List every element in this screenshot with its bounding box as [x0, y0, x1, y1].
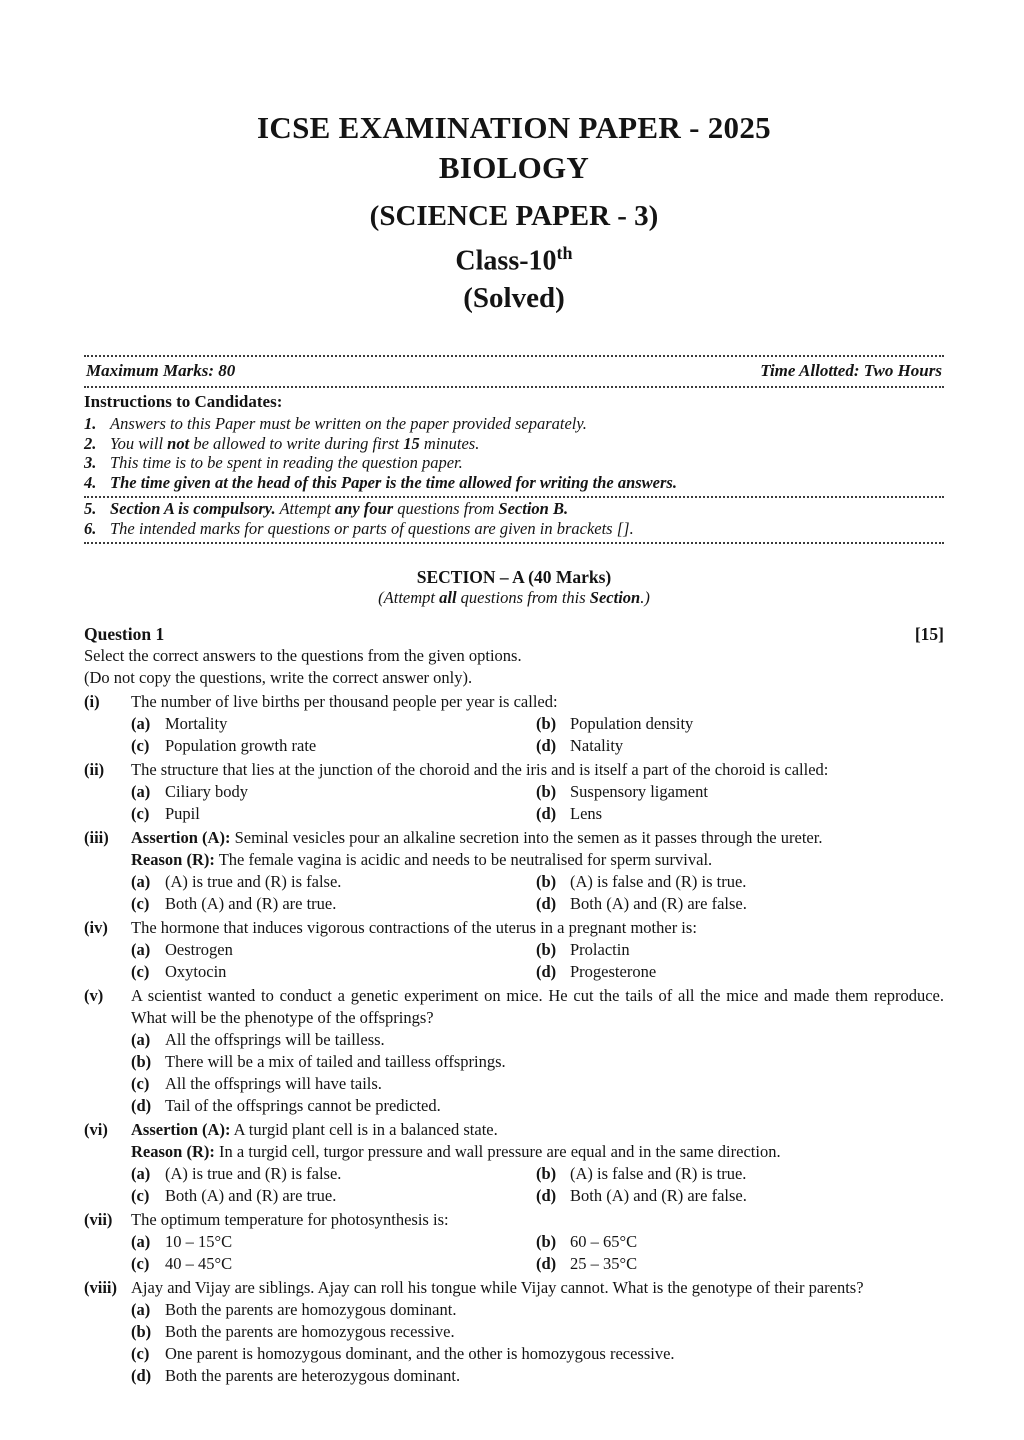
- option-text: Mortality: [165, 714, 228, 734]
- question-text: [131, 849, 944, 871]
- option-label: (a): [131, 782, 151, 802]
- option-text: Suspensory ligament: [570, 782, 708, 802]
- option-label: (c): [131, 1074, 150, 1094]
- question-item: [84, 985, 944, 1117]
- question-text: [131, 759, 944, 781]
- option-item: [536, 1253, 944, 1275]
- option-label: (b): [536, 872, 557, 892]
- option-item: [131, 1343, 944, 1365]
- text-segment: 15: [403, 433, 420, 453]
- option-text: Tail of the offsprings cannot be predicted.: [165, 1096, 441, 1116]
- option-label: (a): [131, 1232, 151, 1252]
- option-text: (A) is true and (R) is false.: [165, 872, 342, 892]
- option-text: Both the parents are homozygous dominant.: [165, 1300, 457, 1320]
- option-item: [536, 1163, 944, 1185]
- question-item: [84, 1277, 944, 1387]
- instruction-number: 3.: [84, 453, 97, 473]
- option-text: Ciliary body: [165, 782, 248, 802]
- options-group: [131, 939, 944, 983]
- text-segment: Reason (R):: [131, 1142, 215, 1162]
- option-item: [131, 1029, 944, 1051]
- text-segment: not: [167, 433, 190, 453]
- instruction-item: [84, 414, 944, 434]
- option-label: (a): [131, 1030, 151, 1050]
- option-text: 25 – 35°C: [570, 1254, 638, 1274]
- instruction-text: [110, 434, 944, 454]
- option-text: Both (A) and (R) are false.: [570, 1186, 747, 1206]
- options-group: [131, 713, 944, 757]
- question-text: [131, 827, 944, 849]
- question-1-header: [84, 623, 944, 645]
- option-text: All the offsprings will be tailless.: [165, 1030, 385, 1050]
- question-item: [84, 691, 944, 757]
- option-item: [131, 1163, 536, 1185]
- text-segment: Attempt: [275, 499, 335, 519]
- instructions-group-2: [84, 498, 944, 542]
- text-segment: Section: [589, 588, 641, 608]
- question-number: (v): [84, 986, 104, 1006]
- options-group: [131, 781, 944, 825]
- option-label: (b): [536, 714, 557, 734]
- text-segment: The number of live births per thousand people per year is called:: [131, 692, 558, 712]
- text-segment: The optimum temperature for photosynthesis is:: [131, 1210, 449, 1230]
- question-number: (iii): [84, 828, 109, 848]
- question-number: (viii): [84, 1278, 117, 1298]
- instruction-item: [84, 453, 944, 473]
- option-label: (d): [536, 736, 557, 756]
- question-number: (vii): [84, 1210, 113, 1230]
- option-label: (d): [536, 804, 557, 824]
- option-label: (c): [131, 1344, 150, 1364]
- option-text: 60 – 65°C: [570, 1232, 638, 1252]
- option-label: (c): [131, 1254, 150, 1274]
- option-label: (b): [131, 1322, 152, 1342]
- option-label: (a): [131, 1164, 151, 1184]
- option-item: [131, 1231, 536, 1253]
- text-segment: This time is to be spent in reading the question paper.: [110, 453, 463, 473]
- instruction-number: 2.: [84, 433, 97, 453]
- option-label: (a): [131, 872, 151, 892]
- instructions-group-1: [84, 413, 944, 496]
- text-segment: The time given at the head of this Paper is the time allowed for writing the answers.: [110, 472, 677, 492]
- instruction-text: [110, 453, 944, 473]
- class-title-ordinal: th: [556, 243, 573, 263]
- question-item: [84, 1209, 944, 1275]
- option-text: Oestrogen: [165, 940, 233, 960]
- instruction-text: [110, 499, 944, 519]
- instruction-item: [84, 473, 944, 493]
- option-label: (c): [131, 1186, 150, 1206]
- text-segment: (Attempt: [378, 588, 440, 608]
- option-item: [131, 1321, 944, 1343]
- text-segment: Seminal vesicles pour an alkaline secretion into the semen as it passes through the ureter.: [230, 828, 823, 848]
- option-item: [536, 893, 944, 915]
- question-number: (ii): [84, 760, 105, 780]
- instructions-heading: Instructions to Candidates:: [84, 392, 283, 412]
- option-item: [536, 803, 944, 825]
- text-segment: A turgid plant cell is in a balanced state.: [230, 1120, 498, 1140]
- option-item: [131, 939, 536, 961]
- option-text: (A) is true and (R) is false.: [165, 1164, 342, 1184]
- option-label: (b): [536, 1232, 557, 1252]
- text-segment: any four: [334, 499, 394, 519]
- option-item: [131, 735, 536, 757]
- text-segment: The hormone that induces vigorous contractions of the uterus in a pregnant mother is:: [131, 918, 697, 938]
- option-text: Both (A) and (R) are true.: [165, 1186, 337, 1206]
- paper-title: (SCIENCE PAPER - 3): [369, 200, 659, 232]
- question-1-marks: [15]: [914, 624, 944, 645]
- option-label: (a): [131, 1300, 151, 1320]
- option-label: (b): [536, 940, 557, 960]
- options-group: [131, 1231, 944, 1275]
- option-label: (b): [536, 782, 557, 802]
- option-item: [131, 1185, 536, 1207]
- option-text: Population growth rate: [165, 736, 317, 756]
- question-item: [84, 759, 944, 825]
- option-text: Progesterone: [570, 962, 657, 982]
- option-item: [536, 1185, 944, 1207]
- dotted-divider: [84, 542, 944, 544]
- option-text: All the offsprings will have tails.: [165, 1074, 382, 1094]
- option-label: (c): [131, 962, 150, 982]
- option-item: [536, 939, 944, 961]
- option-label: (d): [536, 1254, 557, 1274]
- section-title: SECTION – A (40 Marks): [416, 567, 612, 588]
- section-subtitle: [84, 588, 944, 608]
- text-segment: Answers to this Paper must be written on the paper provided separately.: [110, 414, 587, 434]
- option-item: [536, 871, 944, 893]
- option-text: (A) is false and (R) is true.: [570, 1164, 747, 1184]
- option-item: [131, 1299, 944, 1321]
- class-title-base: Class-10: [455, 245, 557, 277]
- time-allotted: Time Allotted: Two Hours: [760, 361, 942, 381]
- option-item: [131, 713, 536, 735]
- option-text: Prolactin: [570, 940, 630, 960]
- option-label: (d): [131, 1366, 152, 1386]
- question-number: (i): [84, 692, 100, 712]
- question-text: [131, 1209, 944, 1231]
- instruction-item: [84, 434, 944, 454]
- text-segment: Section A is compulsory.: [110, 499, 276, 519]
- option-label: (a): [131, 940, 151, 960]
- text-segment: Section B.: [498, 499, 569, 519]
- instruction-item: [84, 519, 944, 539]
- option-label: (d): [536, 962, 557, 982]
- option-item: [536, 713, 944, 735]
- question-1-intro-2: (Do not copy the questions, write the correct answer only).: [84, 668, 473, 688]
- option-item: [536, 1231, 944, 1253]
- question-item: [84, 917, 944, 983]
- option-label: (d): [536, 1186, 557, 1206]
- text-segment: The intended marks for questions or parts of questions are given in brackets [].: [110, 518, 634, 538]
- text-segment: Ajay and Vijay are siblings. Ajay can roll his tongue while Vijay cannot. What is the genotype of their parents?: [131, 1278, 864, 1298]
- option-text: Natality: [570, 736, 624, 756]
- text-segment: questions from this: [456, 588, 590, 608]
- instruction-text: [110, 519, 944, 539]
- question-item: [84, 827, 944, 915]
- instruction-number: 1.: [84, 414, 97, 434]
- instruction-text: [110, 473, 944, 493]
- option-item: [131, 1073, 944, 1095]
- text-segment: questions from: [393, 499, 499, 519]
- text-segment: A scientist wanted to conduct a genetic experiment on mice. He cut the tails of all the mice and made them reproduce. What will be the phenotype of the offsprings?: [131, 986, 944, 1028]
- option-item: [131, 893, 536, 915]
- option-text: Oxytocin: [165, 962, 227, 982]
- option-text: Both (A) and (R) are false.: [570, 894, 747, 914]
- option-label: (c): [131, 894, 150, 914]
- option-text: Both the parents are homozygous recessive.: [165, 1322, 455, 1342]
- instruction-number: 4.: [84, 472, 97, 492]
- question-item: [84, 1119, 944, 1207]
- option-item: [131, 1253, 536, 1275]
- option-text: Pupil: [165, 804, 200, 824]
- question-text: [131, 917, 944, 939]
- meta-row: [84, 357, 944, 386]
- option-item: [131, 1095, 944, 1117]
- option-text: One parent is homozygous dominant, and the other is homozygous recessive.: [165, 1344, 675, 1364]
- question-text: [131, 985, 944, 1029]
- question-text: [131, 1277, 944, 1299]
- text-segment: The female vagina is acidic and needs to be neutralised for sperm survival.: [214, 850, 713, 870]
- option-text: Both (A) and (R) are true.: [165, 894, 337, 914]
- question-number: (vi): [84, 1120, 108, 1140]
- text-segment: In a turgid cell, turgor pressure and wall pressure are equal and in the same direction.: [214, 1142, 781, 1162]
- option-text: 10 – 15°C: [165, 1232, 233, 1252]
- question-1-intro-1: Select the correct answers to the questions from the given options.: [84, 646, 522, 666]
- subject-title: BIOLOGY: [438, 150, 590, 185]
- option-text: (A) is false and (R) is true.: [570, 872, 747, 892]
- option-text: Lens: [570, 804, 603, 824]
- text-segment: Reason (R):: [131, 850, 215, 870]
- question-text: [131, 1141, 944, 1163]
- option-label: (a): [131, 714, 151, 734]
- instruction-item: [84, 499, 944, 519]
- option-text: There will be a mix of tailed and tailless offsprings.: [165, 1052, 506, 1072]
- option-item: [536, 781, 944, 803]
- options-group: [131, 1163, 944, 1207]
- option-item: [131, 781, 536, 803]
- option-text: Both the parents are heterozygous dominant.: [165, 1366, 461, 1386]
- option-item: [131, 1365, 944, 1387]
- text-segment: all: [439, 588, 457, 608]
- option-item: [131, 961, 536, 983]
- option-item: [131, 803, 536, 825]
- option-item: [536, 961, 944, 983]
- options-group: [131, 1299, 944, 1387]
- text-segment: You will: [110, 433, 168, 453]
- option-label: (c): [131, 804, 150, 824]
- option-text: 40 – 45°C: [165, 1254, 233, 1274]
- question-1-label: Question 1: [84, 624, 165, 645]
- option-item: [536, 735, 944, 757]
- option-text: Population density: [570, 714, 694, 734]
- text-segment: minutes.: [419, 433, 480, 453]
- option-label: (d): [536, 894, 557, 914]
- option-label: (d): [131, 1096, 152, 1116]
- instruction-number: 6.: [84, 518, 97, 538]
- text-segment: be allowed to write during first: [189, 433, 404, 453]
- option-label: (b): [131, 1052, 152, 1072]
- option-label: (b): [536, 1164, 557, 1184]
- option-item: [131, 1051, 944, 1073]
- question-text: [131, 1119, 944, 1141]
- text-segment: Assertion (A):: [131, 1120, 231, 1140]
- options-group: [131, 871, 944, 915]
- text-segment: The structure that lies at the junction of the choroid and the iris and is itself a part of the choroid is called:: [131, 760, 829, 780]
- solved-label: (Solved): [463, 282, 565, 315]
- page-title: ICSE EXAMINATION PAPER - 2025: [257, 110, 771, 145]
- instruction-number: 5.: [84, 499, 97, 519]
- question-number: (iv): [84, 918, 108, 938]
- option-item: [131, 871, 536, 893]
- option-label: (c): [131, 736, 150, 756]
- maximum-marks: Maximum Marks: 80: [86, 361, 236, 381]
- text-segment: .): [640, 588, 650, 608]
- title-block: [84, 108, 944, 317]
- instruction-text: [110, 414, 944, 434]
- question-text: [131, 691, 944, 713]
- options-group: [131, 1029, 944, 1117]
- questions-container: [84, 691, 944, 1387]
- class-title: [84, 235, 944, 279]
- text-segment: Assertion (A):: [131, 828, 231, 848]
